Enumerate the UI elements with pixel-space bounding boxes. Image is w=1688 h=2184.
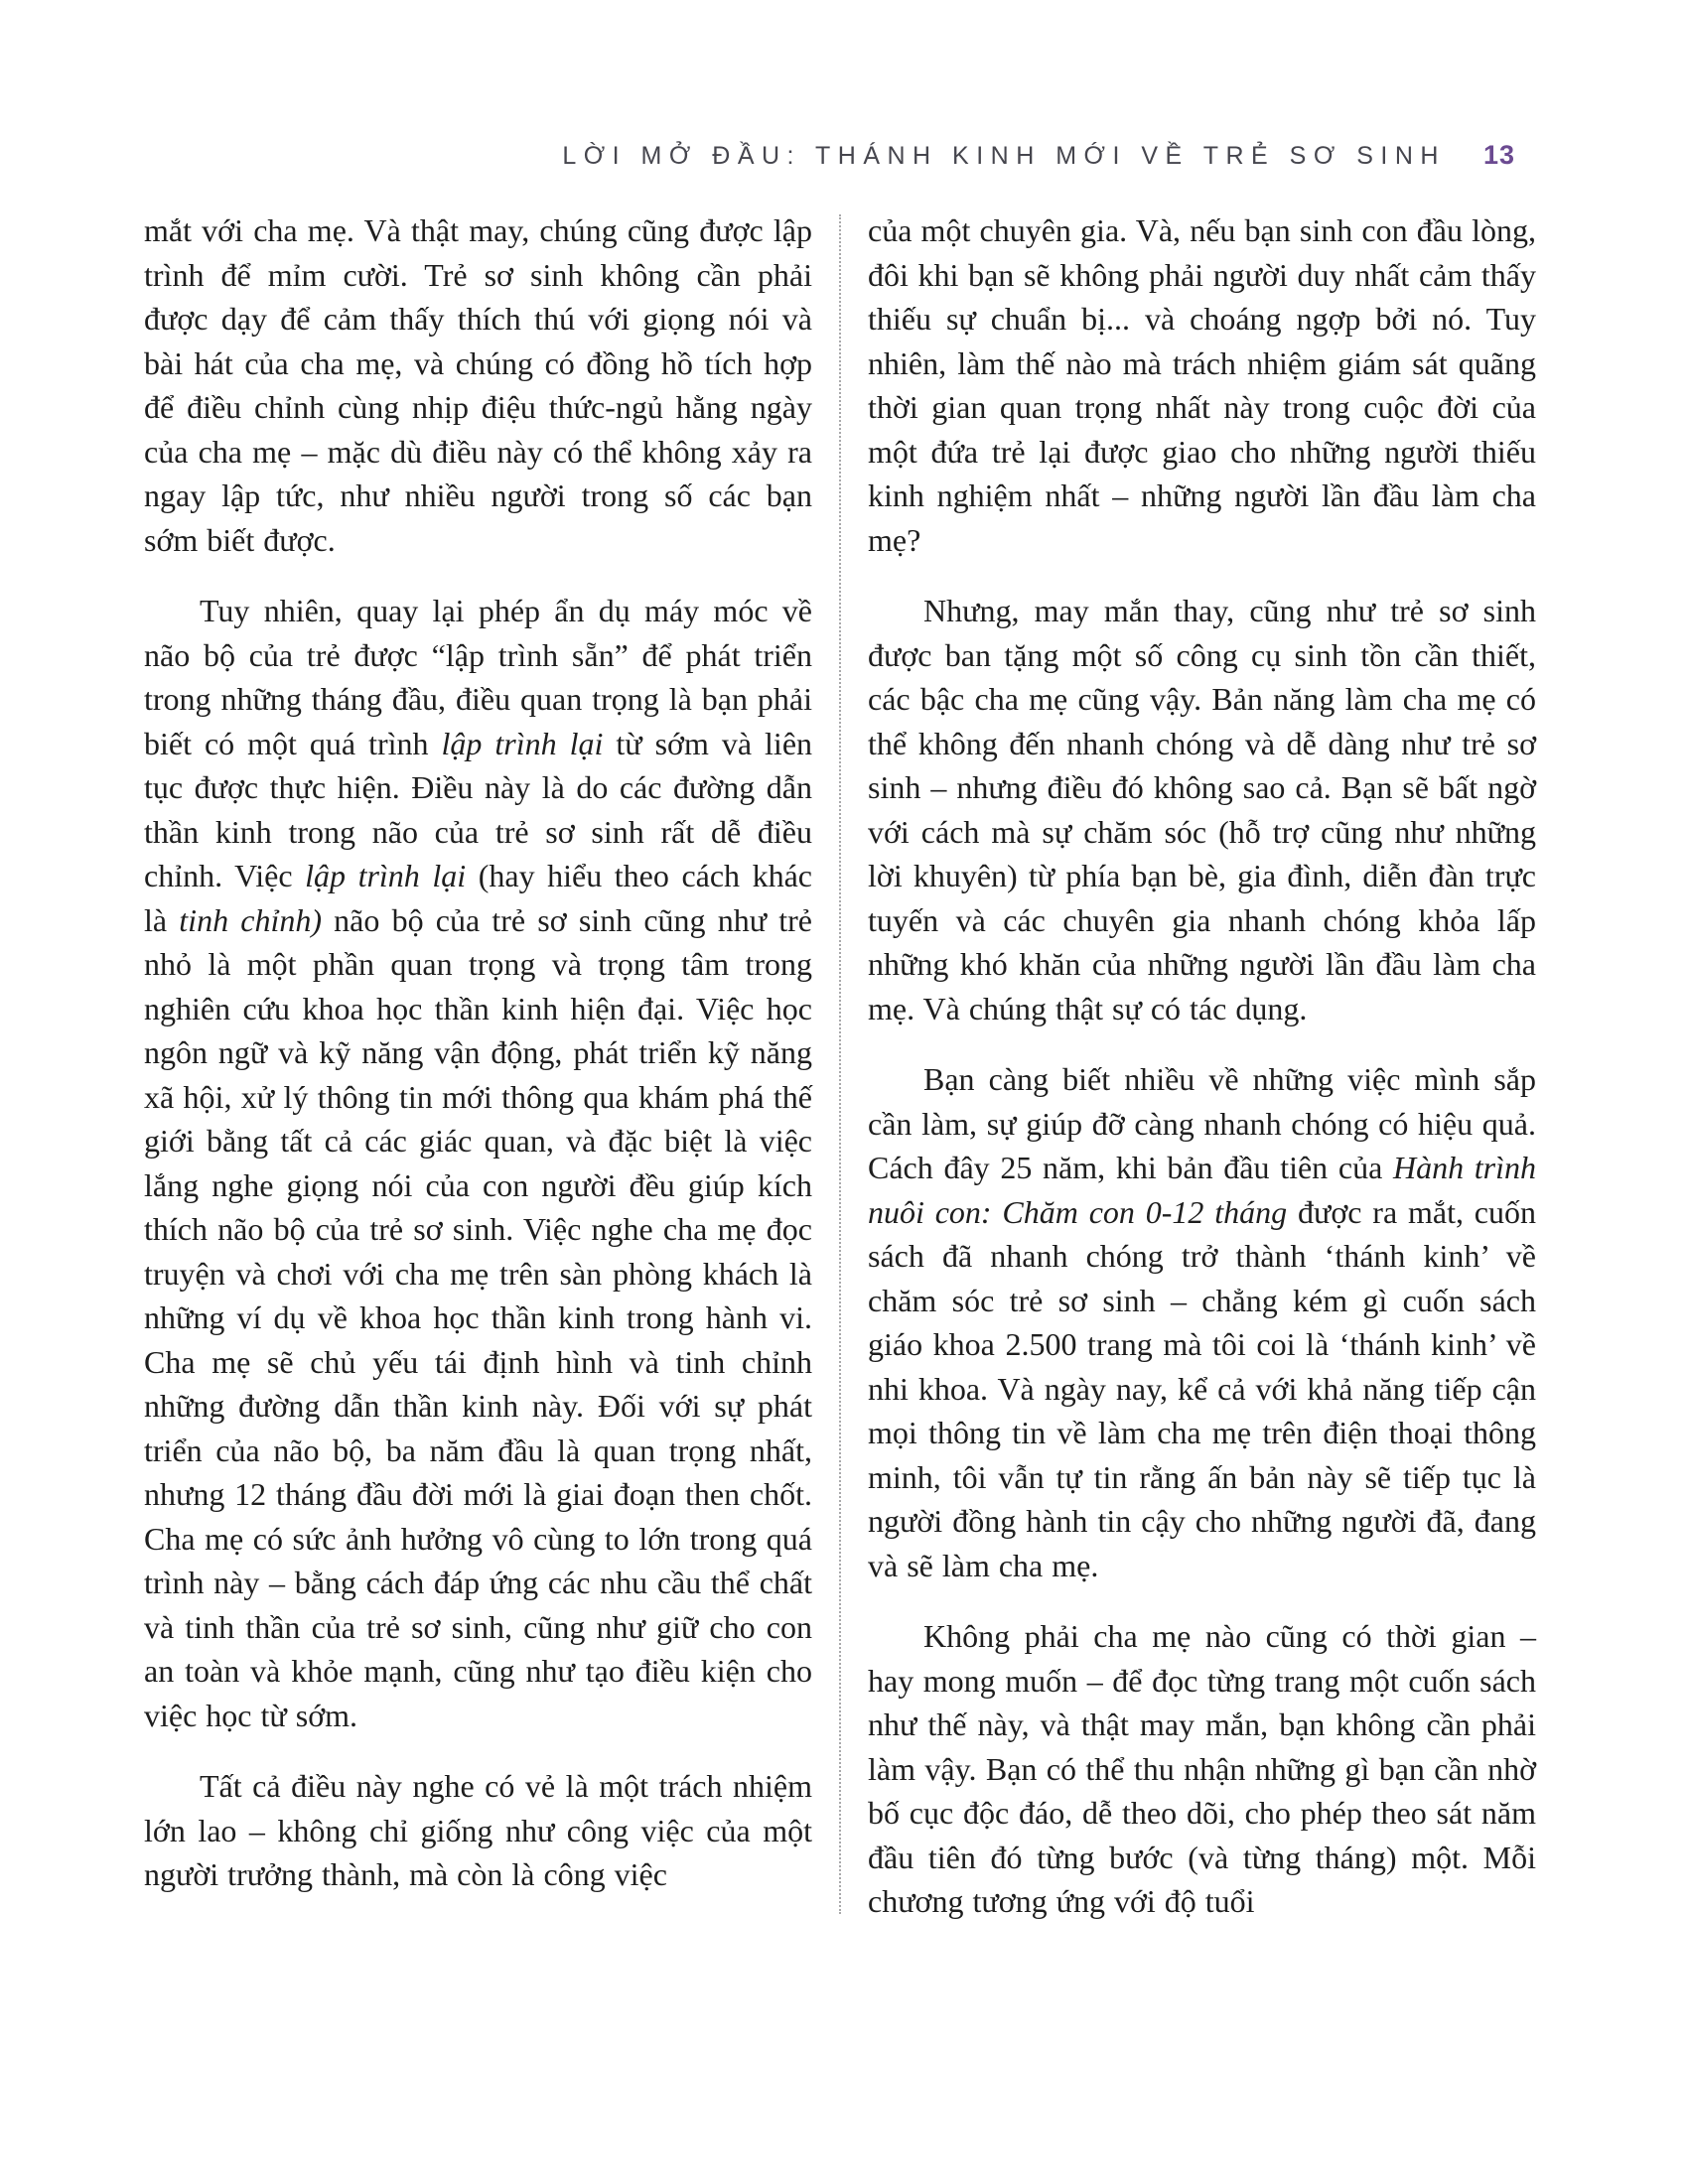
text-run: Bạn càng biết nhiều về những việc mình sắp cần làm, sự giúp đỡ càng nhanh chóng có hiệu quả. Cách đây 25 năm, khi bản đầu tiên của (868, 1061, 1536, 1185)
italic-text-run: lập trình lại (305, 858, 467, 893)
paragraph (144, 208, 812, 562)
text-run: não bộ của trẻ sơ sinh cũng như trẻ nhỏ là một phần quan trọng và trọng tâm trong nghiên cứu khoa học thần kinh hiện đại. Việc học ngôn ngữ và kỹ năng vận động, phát triển kỹ năng xã hội, xử lý thông tin mới thông qua khám phá thế giới bằng tất cả các giác quan, và đặc biệt là việc lắng nghe giọng nói của con người đều giúp kích thích não bộ của trẻ sơ sinh. Việc nghe cha mẹ đọc truyện và chơi với cha mẹ trên sàn phòng khách là những ví dụ về khoa học thần kinh trong hành vi. Cha mẹ sẽ chủ yếu tái định hình và tinh chỉnh những đường dẫn thần kinh này. Đối với sự phát triển của não bộ, ba năm đầu là quan trọng nhất, nhưng 12 tháng đầu đời mới là giai đoạn then chốt. Cha mẹ có sức ảnh hưởng vô cùng to lớn trong quá trình này – bằng cách đáp ứng các nhu cầu thể chất và tinh thần của trẻ sơ sinh, cũng như giữ cho con an toàn và khỏe mạnh, cũng như tạo điều kiện cho việc học từ sớm. (144, 901, 813, 1733)
left-column (144, 208, 812, 1924)
text-run: Không phải cha mẹ nào cũng có thời gian – hay mong muốn – để đọc từng trang một cuốn sách như thế này, và thật may mắn, bạn không cần phải làm vậy. Bạn có thể thu nhận những gì bạn cần nhờ bố cục độc đáo, dễ theo dõi, cho phép theo sát năm đầu tiên đó từng bước (và từng tháng) một. Mỗi chương tương ứng với độ tuổi (868, 1618, 1536, 1919)
column-divider (839, 214, 841, 1914)
page-number: 13 (1482, 140, 1515, 170)
text-run: (hay hiểu theo cách khác là (144, 858, 813, 938)
paragraph (144, 589, 812, 1737)
text-run: được ra mắt, cuốn sách đã nhanh chóng trở thành ‘thánh kinh’ về chăm sóc trẻ sơ sinh – chẳng kém gì cuốn sách giáo khoa 2.500 trang mà tôi coi là ‘thánh kinh’ về nhi khoa. Và ngày nay, kể cả với khả năng tiếp cận mọi thông tin về làm cha mẹ trên điện thoại thông minh, tôi vẫn tự tin rằng ấn bản này sẽ tiếp tục là người đồng hành tin cậy cho những người đã, đang và sẽ làm cha mẹ. (868, 1193, 1537, 1583)
text-run: Tất cả điều này nghe có vẻ là một trách nhiệm lớn lao – không chỉ giống như công việc của một người trưởng thành, mà còn là công việc (144, 1768, 812, 1892)
paragraph (144, 1764, 812, 1897)
text-run: của một chuyên gia. Và, nếu bạn sinh con đầu lòng, đôi khi bạn sẽ không phải người duy nhất cảm thấy thiếu sự chuẩn bị... và choáng ngợp bởi nó. Tuy nhiên, làm thế nào mà trách nhiệm giám sát quãng thời gian quan trọng nhất này trong cuộc đời của một đứa trẻ lại được giao cho những người thiếu kinh nghiệm nhất – những người lần đầu làm cha mẹ? (868, 212, 1536, 558)
paragraph (868, 208, 1536, 562)
paragraph (868, 589, 1536, 1030)
paragraph (868, 1614, 1536, 1924)
italic-text-run: lập trình lại (441, 725, 604, 761)
italic-text-run: Hành trình nuôi con: Chăm con 0-12 tháng (868, 1150, 1537, 1230)
running-header-title: LỜI MỞ ĐẦU: THÁNH KINH MỚI VỀ TRẺ SƠ SINH (562, 142, 1446, 170)
right-column (868, 208, 1536, 1924)
text-run: mắt với cha mẹ. Và thật may, chúng cũng được lập trình để mỉm cười. Trẻ sơ sinh không cần phải được dạy để cảm thấy thích thú với giọng nói và bài hát của cha mẹ, và chúng có đồng hồ tích hợp để điều chỉnh cùng nhịp điệu thức-ngủ hằng ngày của cha mẹ – mặc dù điều này có thể không xảy ra ngay lập tức, như nhiều người trong số các bạn sớm biết được. (144, 212, 812, 558)
paragraph (868, 1057, 1536, 1587)
running-header (144, 140, 1537, 171)
text-block (144, 208, 1537, 1924)
text-run: Tuy nhiên, quay lại phép ẩn dụ máy móc về não bộ của trẻ được “lập trình sẵn” để phát triển trong những tháng đầu, điều quan trọng là bạn phải biết có một quá trình (144, 593, 812, 761)
text-run: Nhưng, may mắn thay, cũng như trẻ sơ sinh được ban tặng một số công cụ sinh tồn cần thiết, các bậc cha mẹ cũng vậy. Bản năng làm cha mẹ có thể không đến nhanh chóng và dễ dàng như trẻ sơ sinh – nhưng điều đó không sao cả. Bạn sẽ bất ngờ với cách mà sự chăm sóc (hỗ trợ cũng như những lời khuyên) từ phía bạn bè, gia đình, diễn đàn trực tuyến và các chuyên gia nhanh chóng khỏa lấp những khó khăn của những người lần đầu làm cha mẹ. Và chúng thật sự có tác dụng. (868, 593, 1536, 1026)
italic-text-run: tinh chỉnh) (179, 901, 322, 938)
text-run: từ sớm và liên tục được thực hiện. Điều này là do các đường dẫn thần kinh trong não của trẻ sơ sinh rất dễ điều chỉnh. Việc (144, 725, 813, 893)
